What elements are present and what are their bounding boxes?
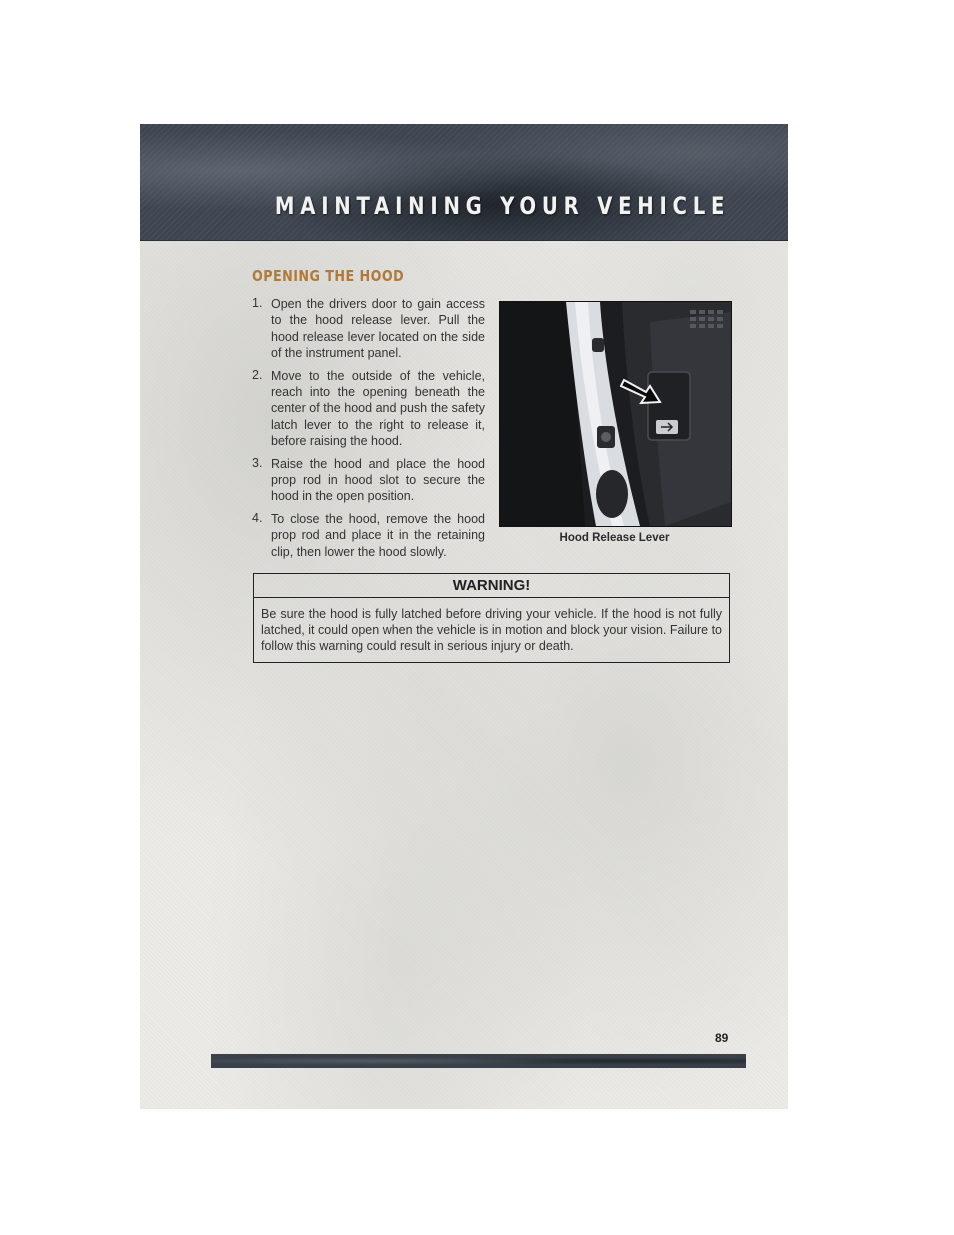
step-number: 1. (252, 296, 263, 310)
warning-title: WARNING! (254, 574, 729, 598)
step-text: To close the hood, remove the hood prop rod and place it in the retaining clip, then lower the hood slowly. (271, 511, 485, 559)
page-number: 89 (715, 1031, 729, 1045)
list-item (252, 296, 485, 362)
instruction-steps (252, 296, 485, 566)
step-text: Raise the hood and place the hood prop rod in hood slot to secure the hood in the open position. (271, 456, 485, 504)
hood-release-lever-photo (499, 301, 732, 527)
step-number: 2. (252, 367, 263, 382)
step-text: Move to the outside of the vehicle, reach into the opening beneath the center of the hood and push the safety latch lever to the right to release it, before raising the hood. (271, 368, 485, 449)
warning-box (253, 573, 730, 663)
figure-caption: Hood Release Lever (559, 532, 670, 544)
footer-band (211, 1054, 746, 1068)
list-item (252, 368, 485, 450)
list-item (252, 511, 485, 560)
photo-illustration (500, 302, 731, 526)
step-number: 3. (252, 455, 263, 470)
section-title: OPENING THE HOOD (252, 267, 405, 285)
manual-page (140, 124, 788, 1109)
warning-text: Be sure the hood is fully latched before driving your vehicle. If the hood is not fully latched, it could open when the vehicle is in motion and block your vision. Failure to follow this warning could result in serious injury or death. (261, 607, 722, 653)
step-text: Open the drivers door to gain access to the hood release lever. Pull the hood release lever located on the side of the instrument panel. (271, 297, 485, 361)
list-item (252, 456, 485, 505)
step-number: 4. (252, 510, 263, 525)
chapter-header-band (140, 124, 788, 241)
chapter-title: MAINTAINING YOUR VEHICLE (274, 192, 730, 220)
